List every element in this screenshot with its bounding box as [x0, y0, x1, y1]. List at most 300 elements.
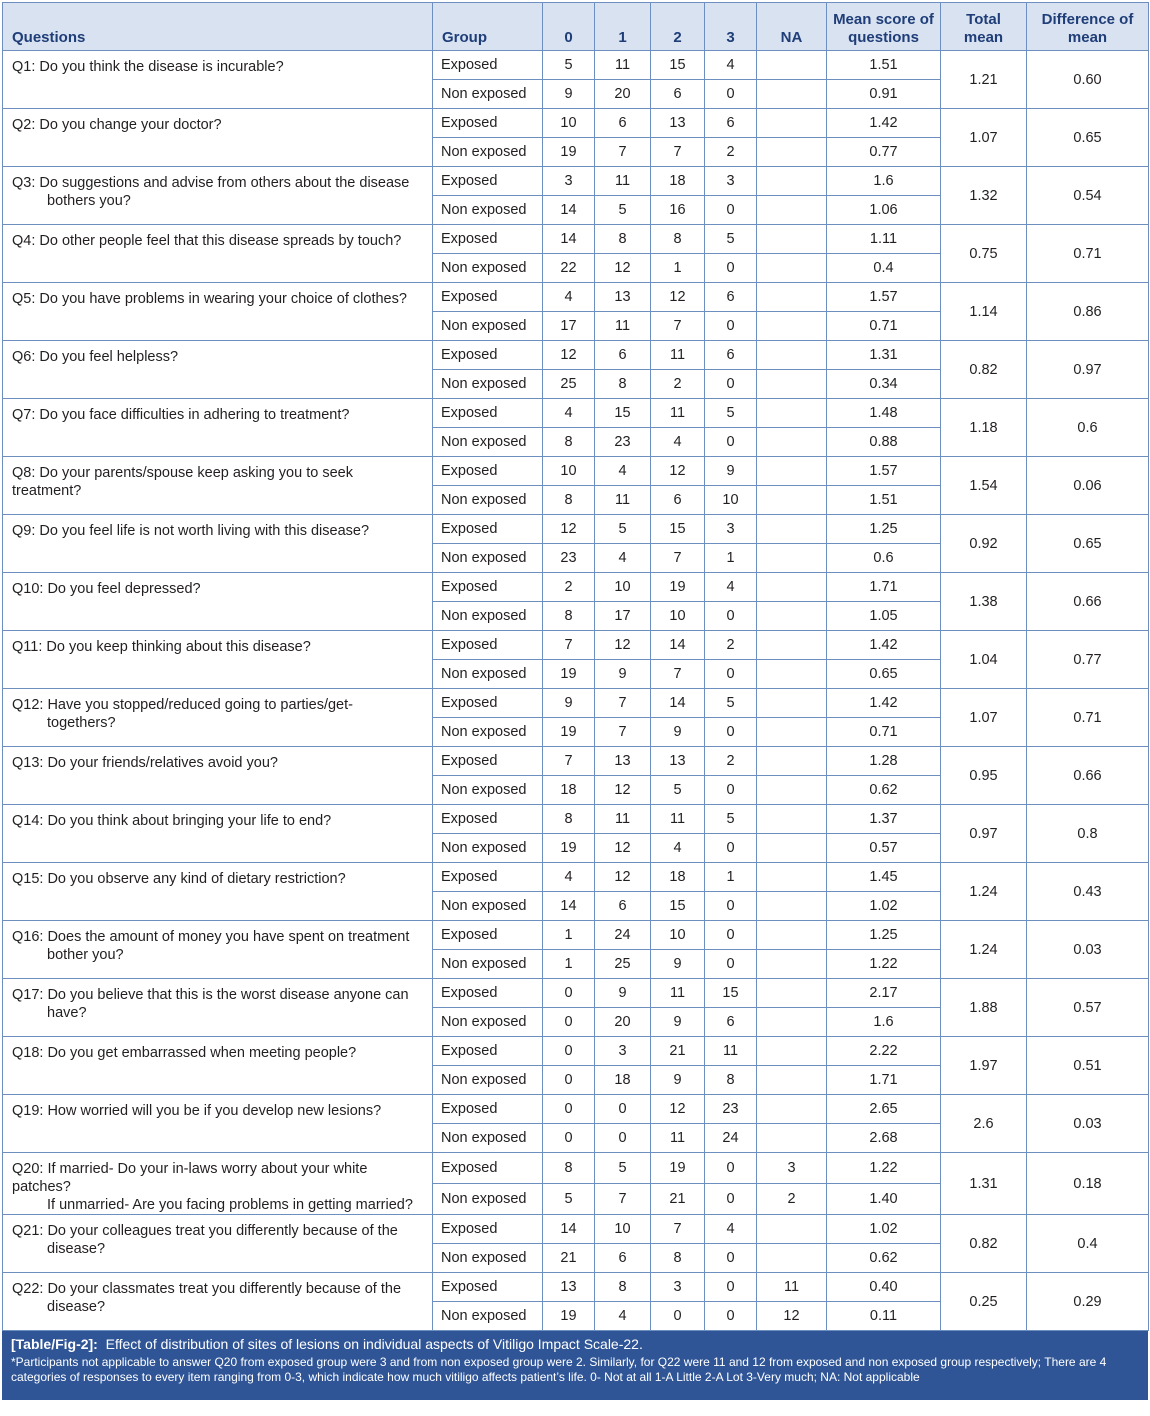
score-1-count-cell: 7	[595, 689, 651, 718]
score-0-count-cell: 0	[543, 1066, 595, 1095]
group-cell: Exposed	[433, 341, 543, 370]
group-cell: Non exposed	[433, 1302, 543, 1331]
na-count-cell	[757, 689, 827, 718]
score-1-count-cell: 23	[595, 428, 651, 457]
na-count-cell	[757, 979, 827, 1008]
score-1-count-cell: 15	[595, 399, 651, 428]
score-0-count-cell: 19	[543, 1302, 595, 1331]
difference-of-mean-cell: 0.66	[1027, 573, 1149, 631]
score-0-count-cell: 10	[543, 109, 595, 138]
score-2-count-cell: 14	[651, 631, 705, 660]
table-row	[3, 109, 1149, 138]
score-2-count-cell: 9	[651, 1008, 705, 1037]
score-0-count-cell: 4	[543, 283, 595, 312]
score-2-count-cell: 7	[651, 312, 705, 341]
score-3-count-cell: 6	[705, 341, 757, 370]
score-0-count-cell: 14	[543, 1215, 595, 1244]
question-text: Q3: Do suggestions and advise from others about the disease	[12, 175, 410, 191]
mean-score-cell: 1.37	[827, 805, 941, 834]
question-cell	[3, 167, 433, 225]
caption-label: [Table/Fig-2]:	[11, 1336, 98, 1352]
total-mean-cell: 1.24	[941, 921, 1027, 979]
question-cell	[3, 689, 433, 747]
mean-score-cell: 0.4	[827, 254, 941, 283]
question-cell	[3, 573, 433, 631]
question-text-continued: have?	[47, 1005, 87, 1021]
group-cell: Non exposed	[433, 312, 543, 341]
mean-score-cell: 1.02	[827, 892, 941, 921]
score-3-count-cell: 8	[705, 1066, 757, 1095]
group-cell: Non exposed	[433, 892, 543, 921]
score-1-count-cell: 3	[595, 1037, 651, 1066]
na-count-cell: 12	[757, 1302, 827, 1331]
score-0-count-cell: 8	[543, 1153, 595, 1184]
header-diff-line2: mean	[1067, 29, 1108, 46]
group-cell: Non exposed	[433, 660, 543, 689]
difference-of-mean-cell: 0.03	[1027, 1095, 1149, 1153]
question-text: Q4: Do other people feel that this disease spreads by touch?	[12, 233, 402, 249]
mean-score-cell: 1.02	[827, 1215, 941, 1244]
score-0-count-cell: 25	[543, 370, 595, 399]
score-3-count-cell: 0	[705, 660, 757, 689]
question-cell	[3, 921, 433, 979]
difference-of-mean-cell: 0.51	[1027, 1037, 1149, 1095]
score-3-count-cell: 5	[705, 225, 757, 254]
mean-score-cell: 1.11	[827, 225, 941, 254]
group-cell: Non exposed	[433, 950, 543, 979]
group-cell: Exposed	[433, 805, 543, 834]
question-text: Q1: Do you think the disease is incurable?	[12, 59, 284, 75]
score-3-count-cell: 0	[705, 834, 757, 863]
mean-score-cell: 1.51	[827, 486, 941, 515]
score-0-count-cell: 0	[543, 979, 595, 1008]
question-text: Q15: Do you observe any kind of dietary restriction?	[12, 871, 346, 887]
question-text-continued: If unmarried- Are you facing problems in getting married?	[47, 1197, 413, 1213]
group-cell: Non exposed	[433, 486, 543, 515]
vitiligo-impact-table	[2, 2, 1149, 1331]
header-row	[3, 3, 1149, 51]
mean-score-cell: 0.11	[827, 1302, 941, 1331]
score-0-count-cell: 4	[543, 863, 595, 892]
question-cell	[3, 805, 433, 863]
score-0-count-cell: 7	[543, 631, 595, 660]
table-row	[3, 747, 1149, 776]
score-1-count-cell: 11	[595, 51, 651, 80]
score-1-count-cell: 6	[595, 1244, 651, 1273]
score-1-count-cell: 17	[595, 602, 651, 631]
na-count-cell	[757, 776, 827, 805]
mean-score-cell: 1.71	[827, 573, 941, 602]
score-2-count-cell: 4	[651, 428, 705, 457]
group-cell: Exposed	[433, 747, 543, 776]
question-text: Q6: Do you feel helpless?	[12, 349, 179, 365]
na-count-cell	[757, 1215, 827, 1244]
mean-score-cell: 1.05	[827, 602, 941, 631]
score-0-count-cell: 5	[543, 1184, 595, 1215]
score-2-count-cell: 6	[651, 80, 705, 109]
na-count-cell	[757, 283, 827, 312]
na-count-cell	[757, 950, 827, 979]
score-1-count-cell: 20	[595, 80, 651, 109]
header-questions: Questions	[3, 3, 433, 51]
question-text: Q20: If married- Do your in-laws worry about your white patches?	[12, 1161, 368, 1195]
group-cell: Exposed	[433, 457, 543, 486]
score-0-count-cell: 9	[543, 80, 595, 109]
na-count-cell	[757, 1244, 827, 1273]
header-score-0: 0	[543, 3, 595, 51]
score-1-count-cell: 6	[595, 341, 651, 370]
difference-of-mean-cell: 0.57	[1027, 979, 1149, 1037]
score-3-count-cell: 1	[705, 863, 757, 892]
group-cell: Exposed	[433, 689, 543, 718]
score-2-count-cell: 18	[651, 863, 705, 892]
total-mean-cell: 2.6	[941, 1095, 1027, 1153]
score-0-count-cell: 19	[543, 138, 595, 167]
mean-score-cell: 1.45	[827, 863, 941, 892]
na-count-cell	[757, 660, 827, 689]
question-text: Q11: Do you keep thinking about this disease?	[12, 639, 311, 655]
header-mean-score	[827, 3, 941, 51]
header-score-2: 2	[651, 3, 705, 51]
score-3-count-cell: 1	[705, 544, 757, 573]
header-score-1: 1	[595, 3, 651, 51]
question-text: Q21: Do your colleagues treat you differently because of the	[12, 1223, 398, 1239]
difference-of-mean-cell: 0.65	[1027, 515, 1149, 573]
table-row	[3, 921, 1149, 950]
score-0-count-cell: 0	[543, 1008, 595, 1037]
total-mean-cell: 0.82	[941, 341, 1027, 399]
score-2-count-cell: 7	[651, 138, 705, 167]
table-row	[3, 805, 1149, 834]
score-0-count-cell: 4	[543, 399, 595, 428]
score-3-count-cell: 0	[705, 950, 757, 979]
difference-of-mean-cell: 0.71	[1027, 689, 1149, 747]
table-row	[3, 689, 1149, 718]
score-2-count-cell: 11	[651, 979, 705, 1008]
group-cell: Non exposed	[433, 370, 543, 399]
score-1-count-cell: 12	[595, 834, 651, 863]
na-count-cell	[757, 1037, 827, 1066]
score-2-count-cell: 10	[651, 602, 705, 631]
group-cell: Exposed	[433, 631, 543, 660]
na-count-cell	[757, 399, 827, 428]
score-1-count-cell: 8	[595, 225, 651, 254]
score-1-count-cell: 10	[595, 573, 651, 602]
score-2-count-cell: 4	[651, 834, 705, 863]
difference-of-mean-cell: 0.60	[1027, 51, 1149, 109]
group-cell: Exposed	[433, 921, 543, 950]
question-cell	[3, 979, 433, 1037]
score-3-count-cell: 24	[705, 1124, 757, 1153]
score-1-count-cell: 0	[595, 1095, 651, 1124]
score-3-count-cell: 0	[705, 254, 757, 283]
table-row	[3, 167, 1149, 196]
group-cell: Non exposed	[433, 1008, 543, 1037]
score-1-count-cell: 12	[595, 776, 651, 805]
total-mean-cell: 1.88	[941, 979, 1027, 1037]
score-1-count-cell: 8	[595, 370, 651, 399]
score-2-count-cell: 11	[651, 399, 705, 428]
group-cell: Non exposed	[433, 1066, 543, 1095]
mean-score-cell: 1.06	[827, 196, 941, 225]
mean-score-cell: 0.65	[827, 660, 941, 689]
header-score-3: 3	[705, 3, 757, 51]
table-row	[3, 979, 1149, 1008]
question-cell	[3, 1215, 433, 1273]
total-mean-cell: 1.97	[941, 1037, 1027, 1095]
na-count-cell	[757, 254, 827, 283]
score-0-count-cell: 1	[543, 921, 595, 950]
score-0-count-cell: 7	[543, 747, 595, 776]
na-count-cell	[757, 51, 827, 80]
score-1-count-cell: 5	[595, 196, 651, 225]
question-text: Q17: Do you believe that this is the worst disease anyone can	[12, 987, 409, 1003]
group-cell: Exposed	[433, 51, 543, 80]
score-0-count-cell: 9	[543, 689, 595, 718]
group-cell: Exposed	[433, 573, 543, 602]
total-mean-cell: 0.25	[941, 1273, 1027, 1331]
mean-score-cell: 1.42	[827, 109, 941, 138]
total-mean-cell: 1.21	[941, 51, 1027, 109]
table-row	[3, 573, 1149, 602]
total-mean-cell: 1.07	[941, 109, 1027, 167]
score-2-count-cell: 12	[651, 283, 705, 312]
score-3-count-cell: 0	[705, 1184, 757, 1215]
question-cell	[3, 1037, 433, 1095]
caption-text: Effect of distribution of sites of lesions on individual aspects of Vitiligo Impact Scale-22.	[105, 1336, 643, 1352]
question-cell	[3, 51, 433, 109]
na-count-cell	[757, 1095, 827, 1124]
question-cell	[3, 225, 433, 283]
score-2-count-cell: 10	[651, 921, 705, 950]
score-0-count-cell: 8	[543, 602, 595, 631]
score-1-count-cell: 7	[595, 1184, 651, 1215]
total-mean-cell: 1.04	[941, 631, 1027, 689]
score-1-count-cell: 6	[595, 109, 651, 138]
total-mean-cell: 1.54	[941, 457, 1027, 515]
score-3-count-cell: 5	[705, 805, 757, 834]
score-2-count-cell: 21	[651, 1184, 705, 1215]
score-3-count-cell: 0	[705, 718, 757, 747]
score-3-count-cell: 4	[705, 1215, 757, 1244]
score-3-count-cell: 15	[705, 979, 757, 1008]
score-1-count-cell: 7	[595, 718, 651, 747]
na-count-cell	[757, 196, 827, 225]
question-text: Q10: Do you feel depressed?	[12, 581, 201, 597]
table-row	[3, 51, 1149, 80]
total-mean-cell: 0.75	[941, 225, 1027, 283]
group-cell: Exposed	[433, 1215, 543, 1244]
mean-score-cell: 2.22	[827, 1037, 941, 1066]
question-text-continued: bothers you?	[47, 193, 131, 209]
score-2-count-cell: 5	[651, 776, 705, 805]
score-3-count-cell: 3	[705, 515, 757, 544]
table-row	[3, 863, 1149, 892]
table-body	[3, 51, 1149, 1331]
difference-of-mean-cell: 0.8	[1027, 805, 1149, 863]
score-3-count-cell: 6	[705, 283, 757, 312]
question-text: Q7: Do you face difficulties in adhering to treatment?	[12, 407, 350, 423]
question-text-continued: togethers?	[47, 715, 116, 731]
header-mean-line2: questions	[848, 29, 919, 46]
score-3-count-cell: 9	[705, 457, 757, 486]
na-count-cell	[757, 747, 827, 776]
score-3-count-cell: 0	[705, 1302, 757, 1331]
group-cell: Non exposed	[433, 1124, 543, 1153]
score-0-count-cell: 19	[543, 834, 595, 863]
score-0-count-cell: 0	[543, 1095, 595, 1124]
total-mean-cell: 0.97	[941, 805, 1027, 863]
question-cell	[3, 631, 433, 689]
table-row	[3, 1273, 1149, 1302]
mean-score-cell: 1.6	[827, 167, 941, 196]
score-1-count-cell: 11	[595, 312, 651, 341]
difference-of-mean-cell: 0.18	[1027, 1153, 1149, 1215]
score-2-count-cell: 11	[651, 1124, 705, 1153]
na-count-cell	[757, 805, 827, 834]
score-0-count-cell: 14	[543, 892, 595, 921]
mean-score-cell: 1.25	[827, 515, 941, 544]
score-3-count-cell: 11	[705, 1037, 757, 1066]
question-cell	[3, 515, 433, 573]
question-cell	[3, 1273, 433, 1331]
question-text: Q9: Do you feel life is not worth living with this disease?	[12, 523, 370, 539]
difference-of-mean-cell: 0.71	[1027, 225, 1149, 283]
difference-of-mean-cell: 0.54	[1027, 167, 1149, 225]
table-row	[3, 631, 1149, 660]
table-row	[3, 341, 1149, 370]
na-count-cell: 3	[757, 1153, 827, 1184]
mean-score-cell: 1.57	[827, 283, 941, 312]
difference-of-mean-cell: 0.6	[1027, 399, 1149, 457]
total-mean-cell: 1.31	[941, 1153, 1027, 1215]
score-2-count-cell: 12	[651, 1095, 705, 1124]
na-count-cell: 2	[757, 1184, 827, 1215]
score-0-count-cell: 23	[543, 544, 595, 573]
score-0-count-cell: 2	[543, 573, 595, 602]
total-mean-cell: 1.32	[941, 167, 1027, 225]
score-1-count-cell: 20	[595, 1008, 651, 1037]
total-mean-cell: 1.18	[941, 399, 1027, 457]
score-0-count-cell: 14	[543, 196, 595, 225]
question-text: Q18: Do you get embarrassed when meeting people?	[12, 1045, 357, 1061]
score-2-count-cell: 9	[651, 950, 705, 979]
na-count-cell	[757, 1066, 827, 1095]
score-3-count-cell: 0	[705, 370, 757, 399]
group-cell: Exposed	[433, 979, 543, 1008]
score-1-count-cell: 24	[595, 921, 651, 950]
score-2-count-cell: 9	[651, 1066, 705, 1095]
na-count-cell	[757, 1124, 827, 1153]
total-mean-cell: 1.14	[941, 283, 1027, 341]
mean-score-cell: 1.57	[827, 457, 941, 486]
total-mean-cell: 0.92	[941, 515, 1027, 573]
group-cell: Non exposed	[433, 834, 543, 863]
mean-score-cell: 1.25	[827, 921, 941, 950]
score-2-count-cell: 11	[651, 805, 705, 834]
score-1-count-cell: 7	[595, 138, 651, 167]
table-row	[3, 225, 1149, 254]
score-2-count-cell: 13	[651, 747, 705, 776]
mean-score-cell: 1.22	[827, 950, 941, 979]
mean-score-cell: 0.71	[827, 312, 941, 341]
score-3-count-cell: 6	[705, 1008, 757, 1037]
score-3-count-cell: 0	[705, 428, 757, 457]
score-1-count-cell: 9	[595, 979, 651, 1008]
group-cell: Exposed	[433, 1153, 543, 1184]
mean-score-cell: 2.17	[827, 979, 941, 1008]
header-group: Group	[433, 3, 543, 51]
score-0-count-cell: 8	[543, 486, 595, 515]
score-2-count-cell: 12	[651, 457, 705, 486]
question-cell	[3, 283, 433, 341]
group-cell: Non exposed	[433, 80, 543, 109]
score-3-count-cell: 0	[705, 776, 757, 805]
score-3-count-cell: 0	[705, 312, 757, 341]
mean-score-cell: 0.91	[827, 80, 941, 109]
group-cell: Non exposed	[433, 776, 543, 805]
score-2-count-cell: 19	[651, 573, 705, 602]
score-1-count-cell: 4	[595, 1302, 651, 1331]
score-3-count-cell: 4	[705, 573, 757, 602]
footnote: *Participants not applicable to answer Q20 from exposed group were 3 and from non exposed group were 2. Similarly, for Q22 were 11 and 12 from exposed and non exposed group respectively; There are 4 categories of responses to every item ranging from 0-3, which indicate how much vitiligo affects patient’s life. 0- Not at all 1-A Little 2-A Lot 3-Very much; NA: Not applicable	[11, 1355, 1107, 1384]
group-cell: Non exposed	[433, 1184, 543, 1215]
na-count-cell	[757, 341, 827, 370]
table-caption-box	[2, 1331, 1148, 1400]
score-2-count-cell: 0	[651, 1302, 705, 1331]
group-cell: Non exposed	[433, 718, 543, 747]
na-count-cell	[757, 370, 827, 399]
header-difference	[1027, 3, 1149, 51]
table-row	[3, 1215, 1149, 1244]
score-1-count-cell: 5	[595, 515, 651, 544]
na-count-cell	[757, 109, 827, 138]
score-1-count-cell: 12	[595, 254, 651, 283]
score-2-count-cell: 13	[651, 109, 705, 138]
score-2-count-cell: 7	[651, 544, 705, 573]
score-1-count-cell: 18	[595, 1066, 651, 1095]
score-2-count-cell: 19	[651, 1153, 705, 1184]
score-2-count-cell: 11	[651, 341, 705, 370]
score-1-count-cell: 6	[595, 892, 651, 921]
score-2-count-cell: 3	[651, 1273, 705, 1302]
total-mean-cell: 0.82	[941, 1215, 1027, 1273]
score-2-count-cell: 15	[651, 515, 705, 544]
group-cell: Exposed	[433, 1095, 543, 1124]
score-3-count-cell: 0	[705, 602, 757, 631]
table-row	[3, 515, 1149, 544]
score-3-count-cell: 0	[705, 196, 757, 225]
mean-score-cell: 0.34	[827, 370, 941, 399]
mean-score-cell: 1.42	[827, 631, 941, 660]
score-2-count-cell: 14	[651, 689, 705, 718]
na-count-cell	[757, 573, 827, 602]
difference-of-mean-cell: 0.29	[1027, 1273, 1149, 1331]
difference-of-mean-cell: 0.86	[1027, 283, 1149, 341]
question-text: Q13: Do your friends/relatives avoid you?	[12, 755, 278, 771]
question-cell	[3, 457, 433, 515]
table-row	[3, 1037, 1149, 1066]
score-1-count-cell: 4	[595, 544, 651, 573]
group-cell: Exposed	[433, 283, 543, 312]
score-1-count-cell: 11	[595, 805, 651, 834]
group-cell: Non exposed	[433, 138, 543, 167]
score-0-count-cell: 5	[543, 51, 595, 80]
question-cell	[3, 1095, 433, 1153]
score-3-count-cell: 5	[705, 689, 757, 718]
score-1-count-cell: 4	[595, 457, 651, 486]
score-0-count-cell: 17	[543, 312, 595, 341]
